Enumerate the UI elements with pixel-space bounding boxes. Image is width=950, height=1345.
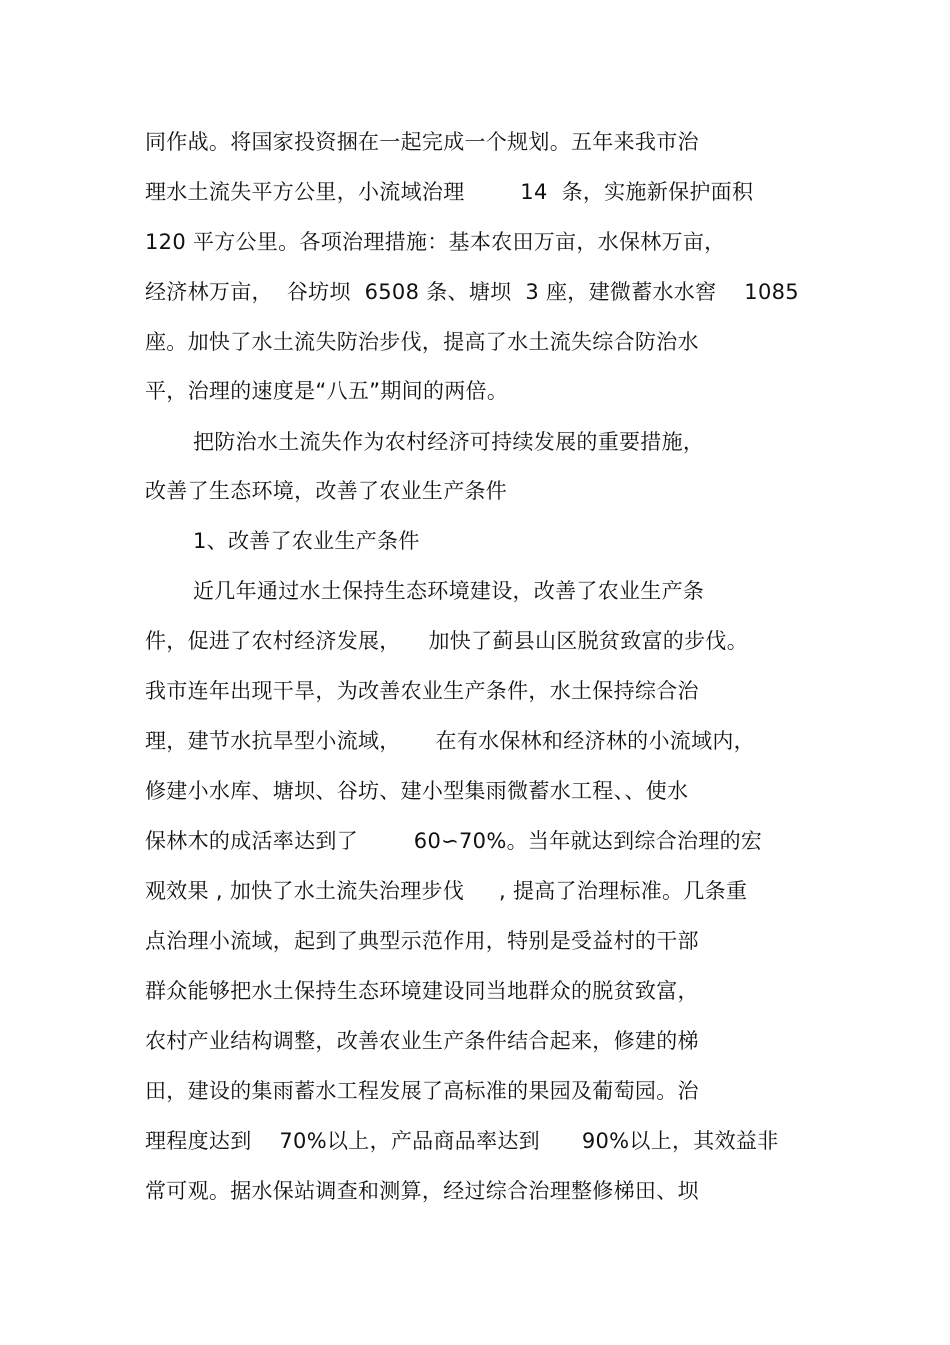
text-line-15: 保林木的成活率达到了 60∽70%。当年就达到综合治理的宏 — [145, 829, 763, 853]
text-line-5: 座。加快了水土流失防治步伐，提高了水土流失综合防治水 — [145, 330, 699, 354]
paragraph-heading-line: 把防治水土流失作为农村经济可持续发展的重要措施， — [193, 430, 705, 454]
text-line-14: 修建小水库、塘坝、谷坊、建小型集雨微蓄水工程、、使水 — [145, 779, 689, 803]
text-line-1: 同作战。将国家投资捆在一起完成一个规划。五年来我市治 — [145, 130, 699, 154]
text-line-13: 理，建节水抗旱型小流域， 在有水保林和经济林的小流域内， — [145, 729, 755, 753]
text-line-20: 田，建设的集雨蓄水工程发展了高标准的果园及葡萄园。治 — [145, 1079, 699, 1103]
section-heading: 1、改善了农业生产条件 — [193, 529, 420, 553]
text-line-6: 平，治理的速度是“八五”期间的两倍。 — [145, 379, 509, 403]
text-line-4: 经济林万亩， 谷坊坝 6508 条、塘坝 3 座，建微蓄水水窖 1085 — [145, 280, 799, 304]
text-line-17: 点治理小流域，起到了典型示范作用，特别是受益村的干部 — [145, 929, 699, 953]
text-line-22: 常可观。据水保站调查和测算，经过综合治理整修梯田、坝 — [145, 1179, 699, 1203]
text-line-18: 群众能够把水土保持生态环境建设同当地群众的脱贫致富， — [145, 979, 699, 1003]
text-line-2: 理水土流失平方公里，小流域治理 14 条，实施新保护面积 — [145, 180, 754, 204]
text-line-10: 近几年通过水土保持生态环境建设，改善了农业生产条 — [193, 579, 705, 603]
text-line-11: 件，促进了农村经济发展， 加快了蓟县山区脱贫致富的步伐。 — [145, 629, 748, 653]
text-line-21: 理程度达到 70%以上，产品商品率达到 90%以上，其效益非 — [145, 1129, 779, 1153]
text-line-19: 农村产业结构调整，改善农业生产条件结合起来，修建的梯 — [145, 1029, 699, 1053]
text-line-12: 我市连年出现干旱，为改善农业生产条件，水土保持综合治 — [145, 679, 699, 703]
text-line-8: 改善了生态环境，改善了农业生产条件 — [145, 479, 508, 503]
text-line-3: 120 平方公里。各项治理措施：基本农田万亩，水保林万亩， — [145, 230, 726, 254]
text-line-16: 观效果 , 加快了水土流失治理步伐 , 提高了治理标准。几条重 — [145, 879, 748, 903]
